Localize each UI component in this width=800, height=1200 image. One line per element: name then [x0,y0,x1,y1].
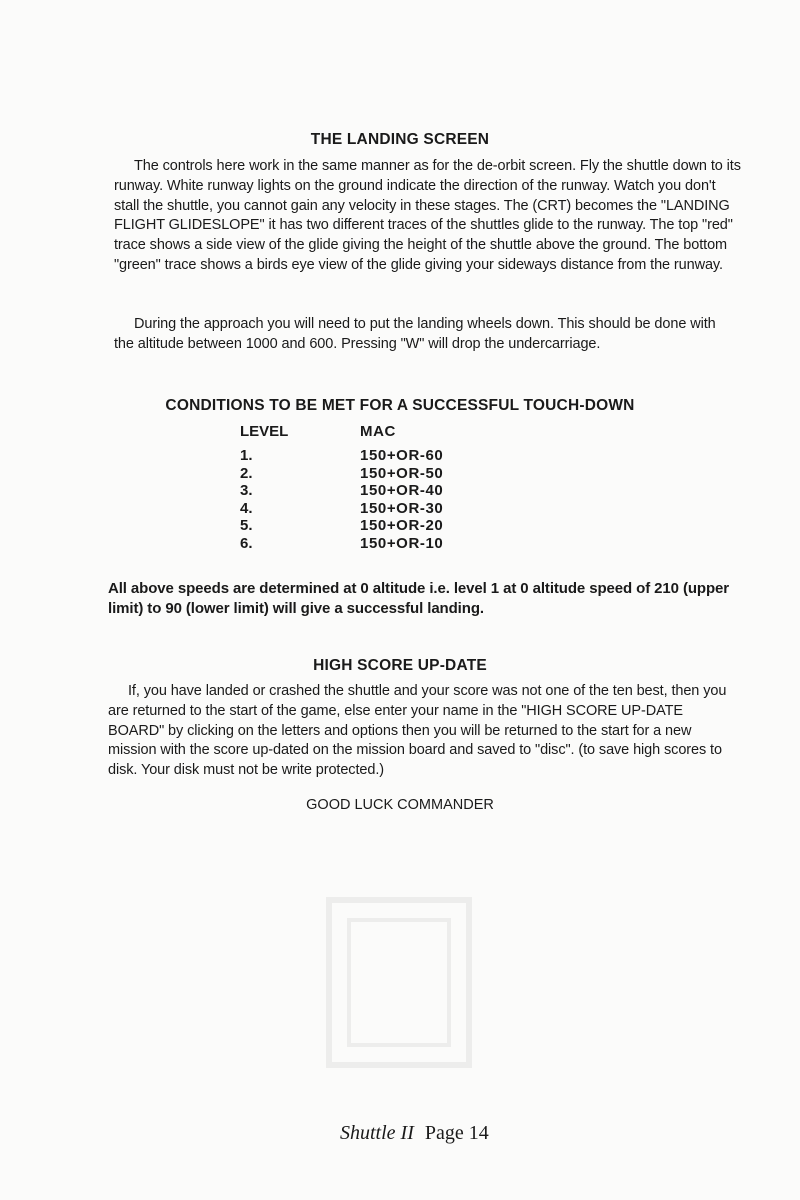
mac-cell: 150+OR-30 [360,499,444,517]
column-header-level: LEVEL [240,423,289,440]
mac-cell: 150+OR-10 [360,534,444,552]
level-cell: 1. [240,447,253,464]
show-through-logo [324,895,474,1070]
high-score-paragraph: If, you have landed or crashed the shuttle and your score was not one of the ten best, then you are returned to the start of the game, else enter your name in the "HIGH SCORE UP-DATE BOARD" by clicking on the letters and options then you will be returned to the start for a new mission with the score up-dated on the mission board and saved to "disc". (to save high scores to disk. Your disk must not be write protected.) [108,683,727,779]
landing-screen-heading: THE LANDING SCREEN [310,131,490,148]
table-row [240,447,560,465]
level-cell: 2. [240,464,253,482]
level-cell: 5. [240,517,253,535]
column-header-mac: MAC [360,423,396,440]
conditions-note: All above speeds are determined at 0 altitude i.e. level 1 at 0 altitude speed of 210 (upper limit) to 90 (lower limit) will give a successful landing. [108,580,730,617]
level-cell: 6. [240,534,253,552]
mac-cell: 150+OR-50 [360,464,444,482]
table-row [240,535,560,553]
table-row [240,500,560,518]
footer-title: Shuttle II [340,1122,414,1144]
conditions-table-header [240,423,560,447]
level-cell: 3. [240,482,253,500]
table-row [240,517,560,535]
mac-cell: 150+OR-60 [360,447,444,464]
closing-line: GOOD LUCK COMMANDER [306,797,494,813]
mac-cell: 150+OR-40 [360,482,444,500]
table-row [240,482,560,500]
footer-page-number: Page 14 [424,1122,489,1144]
mac-cell: 150+OR-20 [360,517,444,535]
high-score-heading: HIGH SCORE UP-DATE [313,657,487,674]
page-footer [340,1122,489,1145]
landing-screen-paragraph-1: The controls here work in the same manner as for the de-orbit screen. Fly the shuttle down to its runway. White runway lights on the ground indicate the direction of the runway. Watch you don't stall the shuttle, you cannot gain any velocity in these stages. The (CRT) becomes the "LANDING FLIGHT GLIDESLOPE" it has two different traces of the shuttles glide to the runway. The top "red" trace shows a side view of the glide giving the height of the shuttle above the ground. The bottom "green" trace shows a birds eye view of the glide giving your sideways distance from the runway. [114,158,741,273]
landing-screen-paragraph-2: During the approach you will need to put the landing wheels down. This should be done with the altitude between 1000 and 600. Pressing "W" will drop the undercarriage. [114,316,716,352]
conditions-heading: CONDITIONS TO BE MET FOR A SUCCESSFUL TOUCH-DOWN [165,397,635,414]
level-cell: 4. [240,499,253,517]
conditions-table [240,423,560,553]
table-row [240,465,560,483]
